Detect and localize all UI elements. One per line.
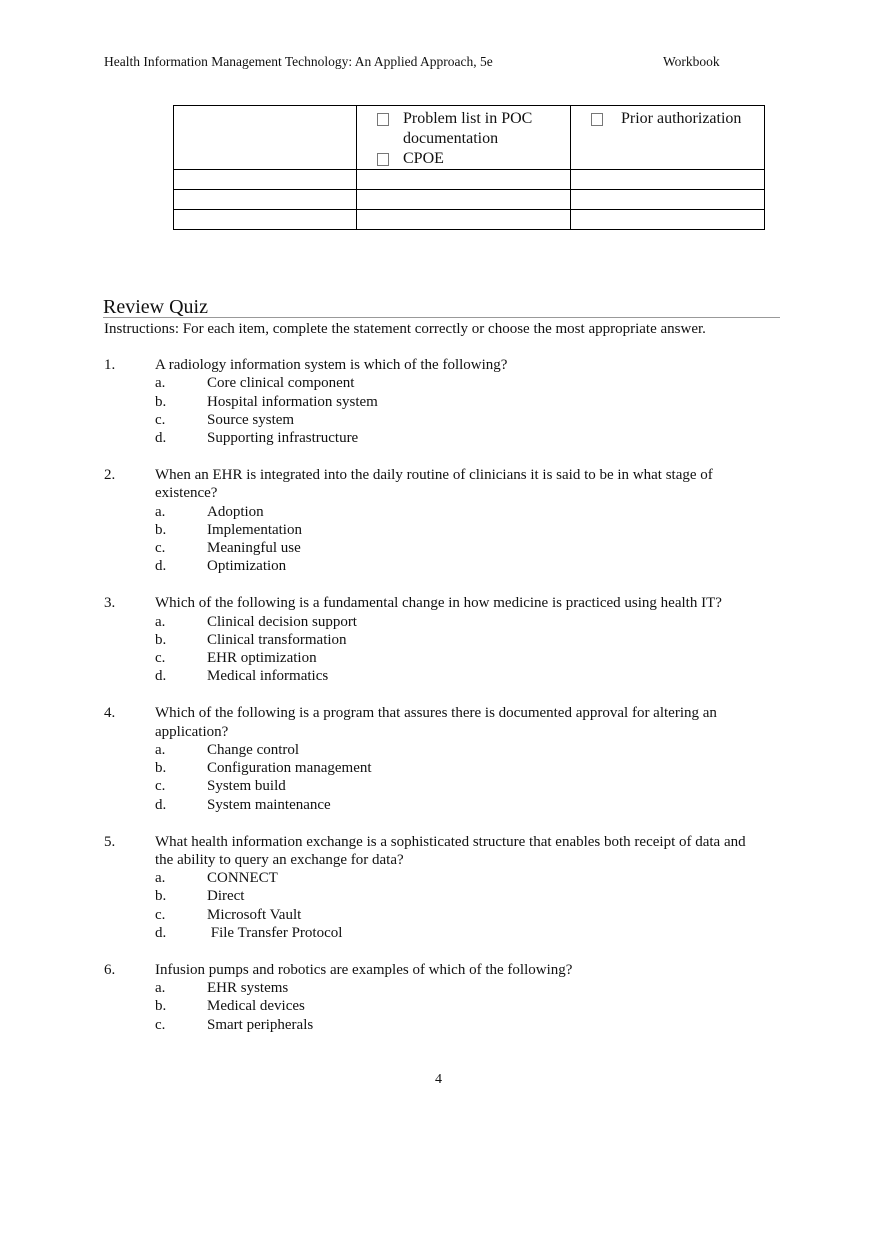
option-label: CPOE bbox=[403, 150, 444, 167]
answer-choice[interactable] bbox=[104, 906, 764, 924]
answer-choice[interactable] bbox=[104, 777, 764, 795]
quiz-question bbox=[104, 704, 764, 814]
answer-choice[interactable] bbox=[104, 521, 764, 539]
choice-text: Clinical decision support bbox=[207, 613, 357, 630]
quiz-question bbox=[104, 594, 764, 685]
answer-choice[interactable] bbox=[104, 924, 764, 942]
question-text: A radiology information system is which of the following? bbox=[155, 357, 508, 373]
choice-letter: d. bbox=[155, 925, 167, 942]
choice-text: System build bbox=[207, 778, 286, 795]
question-number: 3. bbox=[104, 595, 116, 612]
choice-letter: c. bbox=[155, 906, 166, 923]
choice-letter: d. bbox=[155, 430, 167, 447]
answer-choice[interactable] bbox=[104, 759, 764, 777]
choice-letter: a. bbox=[155, 503, 166, 520]
table-cell bbox=[571, 210, 765, 230]
question-text: What health information exchange is a sophisticated structure that enables both receipt of data and the ability to query an exchange for data? bbox=[155, 833, 746, 868]
running-header-title: Health Information Management Technology: An Applied Approach, 5e bbox=[104, 54, 493, 69]
choice-letter: b. bbox=[155, 631, 167, 648]
checkbox-option[interactable] bbox=[357, 149, 570, 169]
answer-choice[interactable] bbox=[104, 649, 764, 667]
question-line bbox=[104, 833, 764, 870]
question-number: 1. bbox=[104, 357, 116, 373]
answer-choice[interactable] bbox=[104, 997, 764, 1015]
question-text: Which of the following is a program that assures there is documented approval for altering an application? bbox=[155, 705, 717, 740]
choice-letter: d. bbox=[155, 796, 167, 813]
question-line bbox=[104, 466, 764, 503]
choice-letter: b. bbox=[155, 393, 167, 410]
answer-choice[interactable] bbox=[104, 869, 764, 887]
choice-letter: b. bbox=[155, 888, 167, 905]
answer-choice[interactable] bbox=[104, 557, 764, 575]
answer-choice[interactable] bbox=[104, 429, 764, 447]
checkbox-option[interactable] bbox=[571, 106, 764, 129]
table-cell bbox=[174, 190, 357, 210]
answer-choice[interactable] bbox=[104, 503, 764, 521]
quiz-question bbox=[104, 961, 764, 1034]
choice-text: Meaningful use bbox=[207, 540, 301, 557]
option-label: Problem list in POC documentation bbox=[403, 110, 533, 147]
table-cell bbox=[571, 106, 765, 170]
answer-choice[interactable] bbox=[104, 887, 764, 905]
page-number: 4 bbox=[435, 1072, 442, 1087]
answer-choice[interactable] bbox=[104, 631, 764, 649]
choice-text: Implementation bbox=[207, 521, 302, 538]
choice-letter: b. bbox=[155, 521, 167, 538]
answer-choice[interactable] bbox=[104, 741, 764, 759]
quiz-question bbox=[104, 356, 764, 447]
answer-choice[interactable] bbox=[104, 411, 764, 429]
table-cell bbox=[357, 170, 571, 190]
quiz-question bbox=[104, 833, 764, 943]
choice-text: Hospital information system bbox=[207, 393, 378, 410]
table-cell bbox=[174, 170, 357, 190]
choice-text: File Transfer Protocol bbox=[207, 925, 343, 942]
choice-letter: c. bbox=[155, 411, 166, 428]
section-title: Review Quiz bbox=[103, 296, 208, 318]
choice-text: EHR optimization bbox=[207, 650, 317, 667]
checkbox-icon[interactable] bbox=[591, 113, 603, 126]
choice-text: Source system bbox=[207, 411, 295, 428]
question-line bbox=[104, 704, 764, 741]
choice-text: CONNECT bbox=[207, 870, 278, 887]
choice-text: Microsoft Vault bbox=[207, 906, 302, 923]
question-text: Infusion pumps and robotics are examples of which of the following? bbox=[155, 961, 573, 978]
checkbox-icon[interactable] bbox=[377, 153, 389, 166]
table-cell bbox=[357, 106, 571, 170]
table-cell bbox=[357, 190, 571, 210]
choice-letter: c. bbox=[155, 778, 166, 795]
question-number: 6. bbox=[104, 961, 116, 978]
choice-letter: a. bbox=[155, 870, 166, 887]
question-number: 4. bbox=[104, 705, 116, 722]
choice-letter: a. bbox=[155, 741, 166, 758]
choice-letter: a. bbox=[155, 375, 166, 392]
choice-letter: a. bbox=[155, 613, 166, 630]
table-row bbox=[174, 210, 765, 230]
table-cell bbox=[357, 210, 571, 230]
choice-letter: c. bbox=[155, 650, 166, 667]
choice-text: Adoption bbox=[207, 503, 264, 520]
choice-text: Direct bbox=[207, 888, 245, 905]
choice-letter: b. bbox=[155, 760, 167, 777]
option-label: Prior authorization bbox=[621, 110, 742, 127]
planning-table bbox=[173, 105, 765, 230]
answer-choice[interactable] bbox=[104, 393, 764, 411]
table-row bbox=[174, 170, 765, 190]
question-line bbox=[104, 356, 764, 374]
choice-text: Core clinical component bbox=[207, 375, 355, 392]
answer-choice[interactable] bbox=[104, 539, 764, 557]
instructions: Instructions: For each item, complete the statement correctly or choose the most appropriate answer. bbox=[104, 321, 706, 337]
choice-text: Clinical transformation bbox=[207, 631, 347, 648]
choice-text: Optimization bbox=[207, 558, 287, 575]
question-line bbox=[104, 961, 764, 979]
question-text: When an EHR is integrated into the daily routine of clinicians it is said to be in what stage of existence? bbox=[155, 466, 713, 502]
choice-text: Supporting infrastructure bbox=[207, 430, 359, 447]
choice-letter: a. bbox=[155, 980, 166, 997]
table-cell bbox=[571, 170, 765, 190]
choice-text: System maintenance bbox=[207, 796, 331, 813]
quiz-list bbox=[104, 356, 764, 1053]
choice-letter: c. bbox=[155, 1016, 166, 1033]
answer-choice[interactable] bbox=[104, 374, 764, 392]
table-cell bbox=[174, 210, 357, 230]
choice-text: Medical devices bbox=[207, 998, 305, 1015]
question-line bbox=[104, 594, 764, 612]
answer-choice[interactable] bbox=[104, 667, 764, 685]
section-divider bbox=[103, 317, 780, 318]
table-cell bbox=[571, 190, 765, 210]
choice-text: Configuration management bbox=[207, 760, 372, 777]
checkbox-icon[interactable] bbox=[377, 113, 389, 126]
table-row bbox=[174, 190, 765, 210]
answer-choice[interactable] bbox=[104, 1016, 764, 1034]
choice-text: EHR systems bbox=[207, 980, 289, 997]
quiz-question bbox=[104, 466, 764, 576]
question-number: 5. bbox=[104, 833, 116, 850]
choice-text: Smart peripherals bbox=[207, 1016, 314, 1033]
choice-letter: c. bbox=[155, 540, 166, 557]
question-text: Which of the following is a fundamental change in how medicine is practiced using health IT? bbox=[155, 595, 722, 612]
table-cell bbox=[174, 106, 357, 170]
running-header-workbook: Workbook bbox=[663, 54, 720, 69]
choice-text: Medical informatics bbox=[207, 668, 329, 685]
choice-letter: d. bbox=[155, 558, 167, 575]
checkbox-option[interactable] bbox=[357, 106, 570, 149]
table-row bbox=[174, 106, 765, 170]
choice-letter: b. bbox=[155, 998, 167, 1015]
choice-text: Change control bbox=[207, 741, 300, 758]
question-number: 2. bbox=[104, 466, 116, 483]
answer-choice[interactable] bbox=[104, 613, 764, 631]
choice-letter: d. bbox=[155, 668, 167, 685]
answer-choice[interactable] bbox=[104, 796, 764, 814]
answer-choice[interactable] bbox=[104, 979, 764, 997]
